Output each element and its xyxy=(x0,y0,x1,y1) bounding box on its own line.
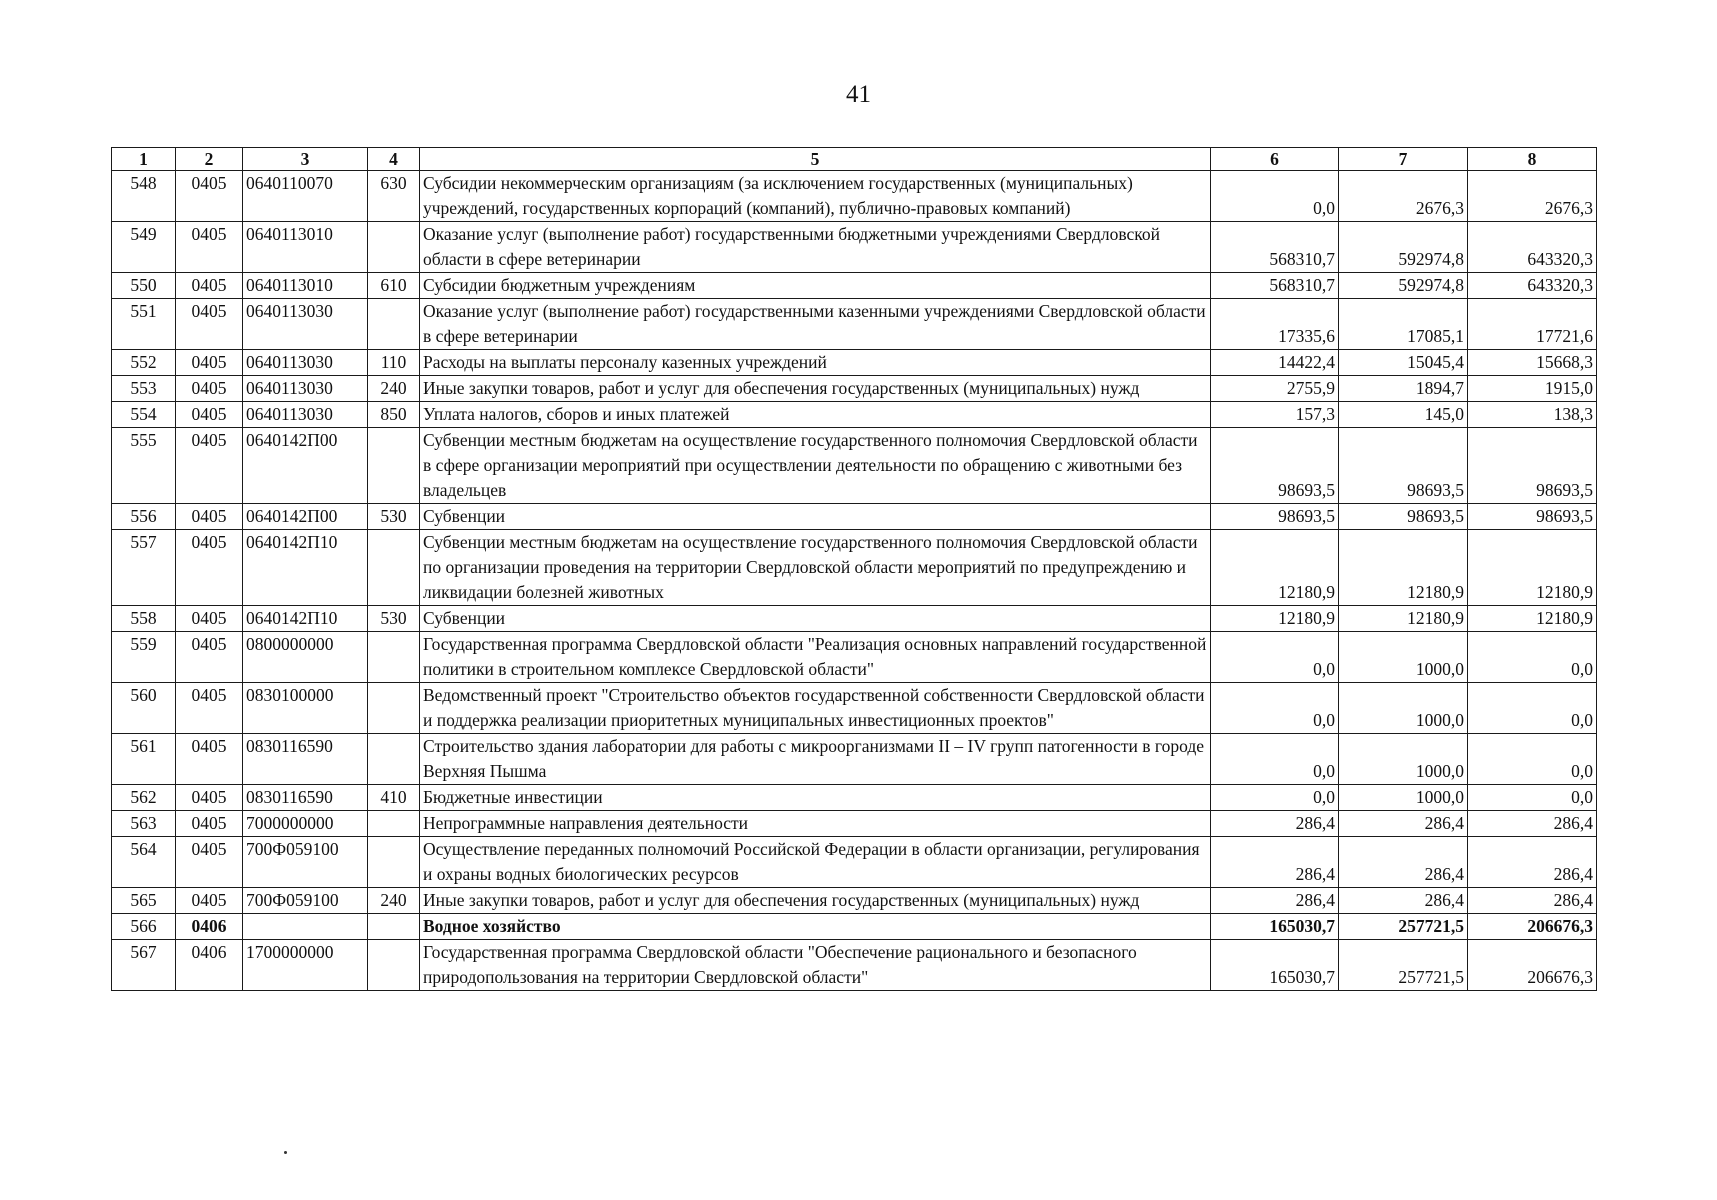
amount-year-3: 286,4 xyxy=(1468,888,1597,914)
target-article-code xyxy=(243,914,368,940)
amount-year-3: 12180,9 xyxy=(1468,606,1597,632)
amount-year-1: 165030,7 xyxy=(1211,940,1339,991)
table-row xyxy=(112,222,1597,273)
target-article-code: 0830116590 xyxy=(243,734,368,785)
section-code: 0405 xyxy=(176,299,243,350)
amount-year-3: 0,0 xyxy=(1468,632,1597,683)
row-description: Государственная программа Свердловской области "Реализация основных направлений государственной политики в строительном комплексе Свердловской области" xyxy=(420,632,1211,683)
table-row xyxy=(112,530,1597,606)
row-description: Расходы на выплаты персоналу казенных учреждений xyxy=(420,350,1211,376)
section-code: 0405 xyxy=(176,273,243,299)
target-article-code: 0640113030 xyxy=(243,299,368,350)
target-article-code: 0830116590 xyxy=(243,785,368,811)
row-description: Ведомственный проект "Строительство объектов государственной собственности Свердловской области и поддержка реализации приоритетных муниципальных инвестиционных проектов" xyxy=(420,683,1211,734)
row-description: Субвенции местным бюджетам на осуществление государственного полномочия Свердловской области по организации проведения на территории Свердловской области мероприятий по предупреждению и ликвидации болезней животных xyxy=(420,530,1211,606)
row-description: Оказание услуг (выполнение работ) государственными бюджетными учреждениями Свердловской области в сфере ветеринарии xyxy=(420,222,1211,273)
row-number: 562 xyxy=(112,785,176,811)
target-article-code: 0640113030 xyxy=(243,350,368,376)
amount-year-2: 286,4 xyxy=(1339,888,1468,914)
table-row xyxy=(112,632,1597,683)
row-number: 560 xyxy=(112,683,176,734)
target-article-code: 7000000000 xyxy=(243,811,368,837)
expense-type-code: 110 xyxy=(368,350,420,376)
amount-year-2: 12180,9 xyxy=(1339,606,1468,632)
target-article-code: 0640113030 xyxy=(243,376,368,402)
row-description: Иные закупки товаров, работ и услуг для обеспечения государственных (муниципальных) нужд xyxy=(420,376,1211,402)
amount-year-3: 1915,0 xyxy=(1468,376,1597,402)
expense-type-code: 410 xyxy=(368,785,420,811)
header-cell: 6 xyxy=(1211,148,1339,171)
table-row xyxy=(112,376,1597,402)
amount-year-1: 14422,4 xyxy=(1211,350,1339,376)
amount-year-3: 206676,3 xyxy=(1468,940,1597,991)
target-article-code: 0640142П10 xyxy=(243,530,368,606)
row-description: Субсидии некоммерческим организациям (за исключением государственных (муниципальных) учреждений, государственных корпораций (компаний), публично-правовых компаний) xyxy=(420,171,1211,222)
row-number: 555 xyxy=(112,428,176,504)
amount-year-2: 1000,0 xyxy=(1339,785,1468,811)
row-description: Непрограммные направления деятельности xyxy=(420,811,1211,837)
row-description: Осуществление переданных полномочий Российской Федерации в области организации, регулирования и охраны водных биологических ресурсов xyxy=(420,837,1211,888)
amount-year-1: 568310,7 xyxy=(1211,222,1339,273)
amount-year-2: 1000,0 xyxy=(1339,734,1468,785)
section-code: 0405 xyxy=(176,785,243,811)
expense-type-code xyxy=(368,914,420,940)
table-row xyxy=(112,273,1597,299)
table-row xyxy=(112,888,1597,914)
amount-year-3: 206676,3 xyxy=(1468,914,1597,940)
amount-year-2: 15045,4 xyxy=(1339,350,1468,376)
expense-type-code xyxy=(368,940,420,991)
amount-year-1: 2755,9 xyxy=(1211,376,1339,402)
section-code: 0405 xyxy=(176,350,243,376)
amount-year-2: 286,4 xyxy=(1339,837,1468,888)
section-code: 0405 xyxy=(176,632,243,683)
expense-type-code: 610 xyxy=(368,273,420,299)
row-description: Бюджетные инвестиции xyxy=(420,785,1211,811)
expense-type-code: 530 xyxy=(368,504,420,530)
section-code: 0405 xyxy=(176,606,243,632)
target-article-code: 0640113030 xyxy=(243,402,368,428)
amount-year-2: 592974,8 xyxy=(1339,273,1468,299)
section-code: 0405 xyxy=(176,171,243,222)
section-code: 0405 xyxy=(176,376,243,402)
amount-year-3: 0,0 xyxy=(1468,785,1597,811)
header-cell: 7 xyxy=(1339,148,1468,171)
target-article-code: 0640142П00 xyxy=(243,504,368,530)
section-code: 0405 xyxy=(176,530,243,606)
table-row xyxy=(112,350,1597,376)
row-description: Государственная программа Свердловской области "Обеспечение рационального и безопасного природопользования на территории Свердловской области" xyxy=(420,940,1211,991)
section-code: 0405 xyxy=(176,888,243,914)
section-code: 0406 xyxy=(176,914,243,940)
budget-table xyxy=(111,147,1597,991)
target-article-code: 700Ф059100 xyxy=(243,888,368,914)
row-number: 554 xyxy=(112,402,176,428)
row-number: 550 xyxy=(112,273,176,299)
table-row xyxy=(112,428,1597,504)
expense-type-code xyxy=(368,530,420,606)
table-row xyxy=(112,683,1597,734)
target-article-code: 1700000000 xyxy=(243,940,368,991)
target-article-code: 0640142П00 xyxy=(243,428,368,504)
table-row xyxy=(112,402,1597,428)
target-article-code: 0830100000 xyxy=(243,683,368,734)
section-code: 0405 xyxy=(176,402,243,428)
header-cell: 5 xyxy=(420,148,1211,171)
amount-year-1: 568310,7 xyxy=(1211,273,1339,299)
row-number: 548 xyxy=(112,171,176,222)
row-description: Водное хозяйство xyxy=(420,914,1211,940)
amount-year-1: 0,0 xyxy=(1211,171,1339,222)
row-description: Оказание услуг (выполнение работ) государственными казенными учреждениями Свердловской области в сфере ветеринарии xyxy=(420,299,1211,350)
header-cell: 8 xyxy=(1468,148,1597,171)
expense-type-code xyxy=(368,811,420,837)
row-number: 561 xyxy=(112,734,176,785)
amount-year-1: 98693,5 xyxy=(1211,428,1339,504)
row-number: 559 xyxy=(112,632,176,683)
row-number: 566 xyxy=(112,914,176,940)
row-number: 558 xyxy=(112,606,176,632)
amount-year-1: 0,0 xyxy=(1211,785,1339,811)
expense-type-code xyxy=(368,632,420,683)
amount-year-1: 12180,9 xyxy=(1211,530,1339,606)
amount-year-2: 257721,5 xyxy=(1339,940,1468,991)
header-row xyxy=(112,148,1597,171)
amount-year-1: 0,0 xyxy=(1211,683,1339,734)
row-number: 553 xyxy=(112,376,176,402)
amount-year-1: 17335,6 xyxy=(1211,299,1339,350)
target-article-code: 0640113010 xyxy=(243,222,368,273)
amount-year-1: 157,3 xyxy=(1211,402,1339,428)
amount-year-2: 592974,8 xyxy=(1339,222,1468,273)
page-number: 41 xyxy=(846,81,871,108)
table-row xyxy=(112,940,1597,991)
row-description: Уплата налогов, сборов и иных платежей xyxy=(420,402,1211,428)
section-code: 0405 xyxy=(176,734,243,785)
expense-type-code xyxy=(368,428,420,504)
row-number: 563 xyxy=(112,811,176,837)
target-article-code: 700Ф059100 xyxy=(243,837,368,888)
table-row xyxy=(112,504,1597,530)
expense-type-code xyxy=(368,734,420,785)
amount-year-2: 12180,9 xyxy=(1339,530,1468,606)
amount-year-2: 1000,0 xyxy=(1339,683,1468,734)
amount-year-2: 1000,0 xyxy=(1339,632,1468,683)
amount-year-3: 286,4 xyxy=(1468,811,1597,837)
amount-year-3: 2676,3 xyxy=(1468,171,1597,222)
amount-year-1: 12180,9 xyxy=(1211,606,1339,632)
amount-year-1: 165030,7 xyxy=(1211,914,1339,940)
row-description: Субвенции xyxy=(420,606,1211,632)
row-description: Субвенции xyxy=(420,504,1211,530)
table-body xyxy=(112,171,1597,991)
section-code: 0405 xyxy=(176,837,243,888)
target-article-code: 0640142П10 xyxy=(243,606,368,632)
amount-year-2: 145,0 xyxy=(1339,402,1468,428)
target-article-code: 0640113010 xyxy=(243,273,368,299)
expense-type-code: 240 xyxy=(368,888,420,914)
row-number: 556 xyxy=(112,504,176,530)
amount-year-2: 2676,3 xyxy=(1339,171,1468,222)
section-code: 0405 xyxy=(176,428,243,504)
row-description: Строительство здания лаборатории для работы с микроорганизмами II – IV групп патогенности в городе Верхняя Пышма xyxy=(420,734,1211,785)
header-cell: 1 xyxy=(112,148,176,171)
header-cell: 2 xyxy=(176,148,243,171)
amount-year-3: 286,4 xyxy=(1468,837,1597,888)
amount-year-3: 0,0 xyxy=(1468,734,1597,785)
amount-year-3: 17721,6 xyxy=(1468,299,1597,350)
header-cell: 3 xyxy=(243,148,368,171)
amount-year-3: 98693,5 xyxy=(1468,504,1597,530)
row-number: 565 xyxy=(112,888,176,914)
amount-year-3: 0,0 xyxy=(1468,683,1597,734)
row-number: 551 xyxy=(112,299,176,350)
section-code: 0405 xyxy=(176,811,243,837)
row-description: Иные закупки товаров, работ и услуг для обеспечения государственных (муниципальных) нужд xyxy=(420,888,1211,914)
section-code: 0406 xyxy=(176,940,243,991)
amount-year-1: 0,0 xyxy=(1211,734,1339,785)
target-article-code: 0640110070 xyxy=(243,171,368,222)
amount-year-1: 286,4 xyxy=(1211,811,1339,837)
header-cell: 4 xyxy=(368,148,420,171)
amount-year-2: 257721,5 xyxy=(1339,914,1468,940)
amount-year-1: 286,4 xyxy=(1211,888,1339,914)
row-number: 552 xyxy=(112,350,176,376)
row-number: 549 xyxy=(112,222,176,273)
table-row xyxy=(112,171,1597,222)
scan-mark xyxy=(284,1151,287,1154)
amount-year-2: 17085,1 xyxy=(1339,299,1468,350)
amount-year-2: 98693,5 xyxy=(1339,504,1468,530)
expense-type-code xyxy=(368,222,420,273)
table-row xyxy=(112,811,1597,837)
table-row xyxy=(112,837,1597,888)
expense-type-code xyxy=(368,837,420,888)
amount-year-2: 1894,7 xyxy=(1339,376,1468,402)
table-row xyxy=(112,785,1597,811)
expense-type-code xyxy=(368,299,420,350)
row-number: 567 xyxy=(112,940,176,991)
amount-year-2: 98693,5 xyxy=(1339,428,1468,504)
amount-year-3: 643320,3 xyxy=(1468,273,1597,299)
table-row xyxy=(112,914,1597,940)
row-number: 564 xyxy=(112,837,176,888)
expense-type-code: 240 xyxy=(368,376,420,402)
row-description: Субвенции местным бюджетам на осуществление государственного полномочия Свердловской области в сфере организации мероприятий при осуществлении деятельности по обращению с животными без владельцев xyxy=(420,428,1211,504)
table-row xyxy=(112,606,1597,632)
section-code: 0405 xyxy=(176,504,243,530)
amount-year-3: 12180,9 xyxy=(1468,530,1597,606)
section-code: 0405 xyxy=(176,222,243,273)
row-description: Субсидии бюджетным учреждениям xyxy=(420,273,1211,299)
amount-year-2: 286,4 xyxy=(1339,811,1468,837)
table-row xyxy=(112,734,1597,785)
amount-year-1: 98693,5 xyxy=(1211,504,1339,530)
amount-year-3: 643320,3 xyxy=(1468,222,1597,273)
expense-type-code xyxy=(368,683,420,734)
amount-year-3: 138,3 xyxy=(1468,402,1597,428)
amount-year-3: 98693,5 xyxy=(1468,428,1597,504)
target-article-code: 0800000000 xyxy=(243,632,368,683)
expense-type-code: 630 xyxy=(368,171,420,222)
section-code: 0405 xyxy=(176,683,243,734)
amount-year-1: 0,0 xyxy=(1211,632,1339,683)
expense-type-code: 850 xyxy=(368,402,420,428)
row-number: 557 xyxy=(112,530,176,606)
amount-year-1: 286,4 xyxy=(1211,837,1339,888)
amount-year-3: 15668,3 xyxy=(1468,350,1597,376)
table-row xyxy=(112,299,1597,350)
expense-type-code: 530 xyxy=(368,606,420,632)
